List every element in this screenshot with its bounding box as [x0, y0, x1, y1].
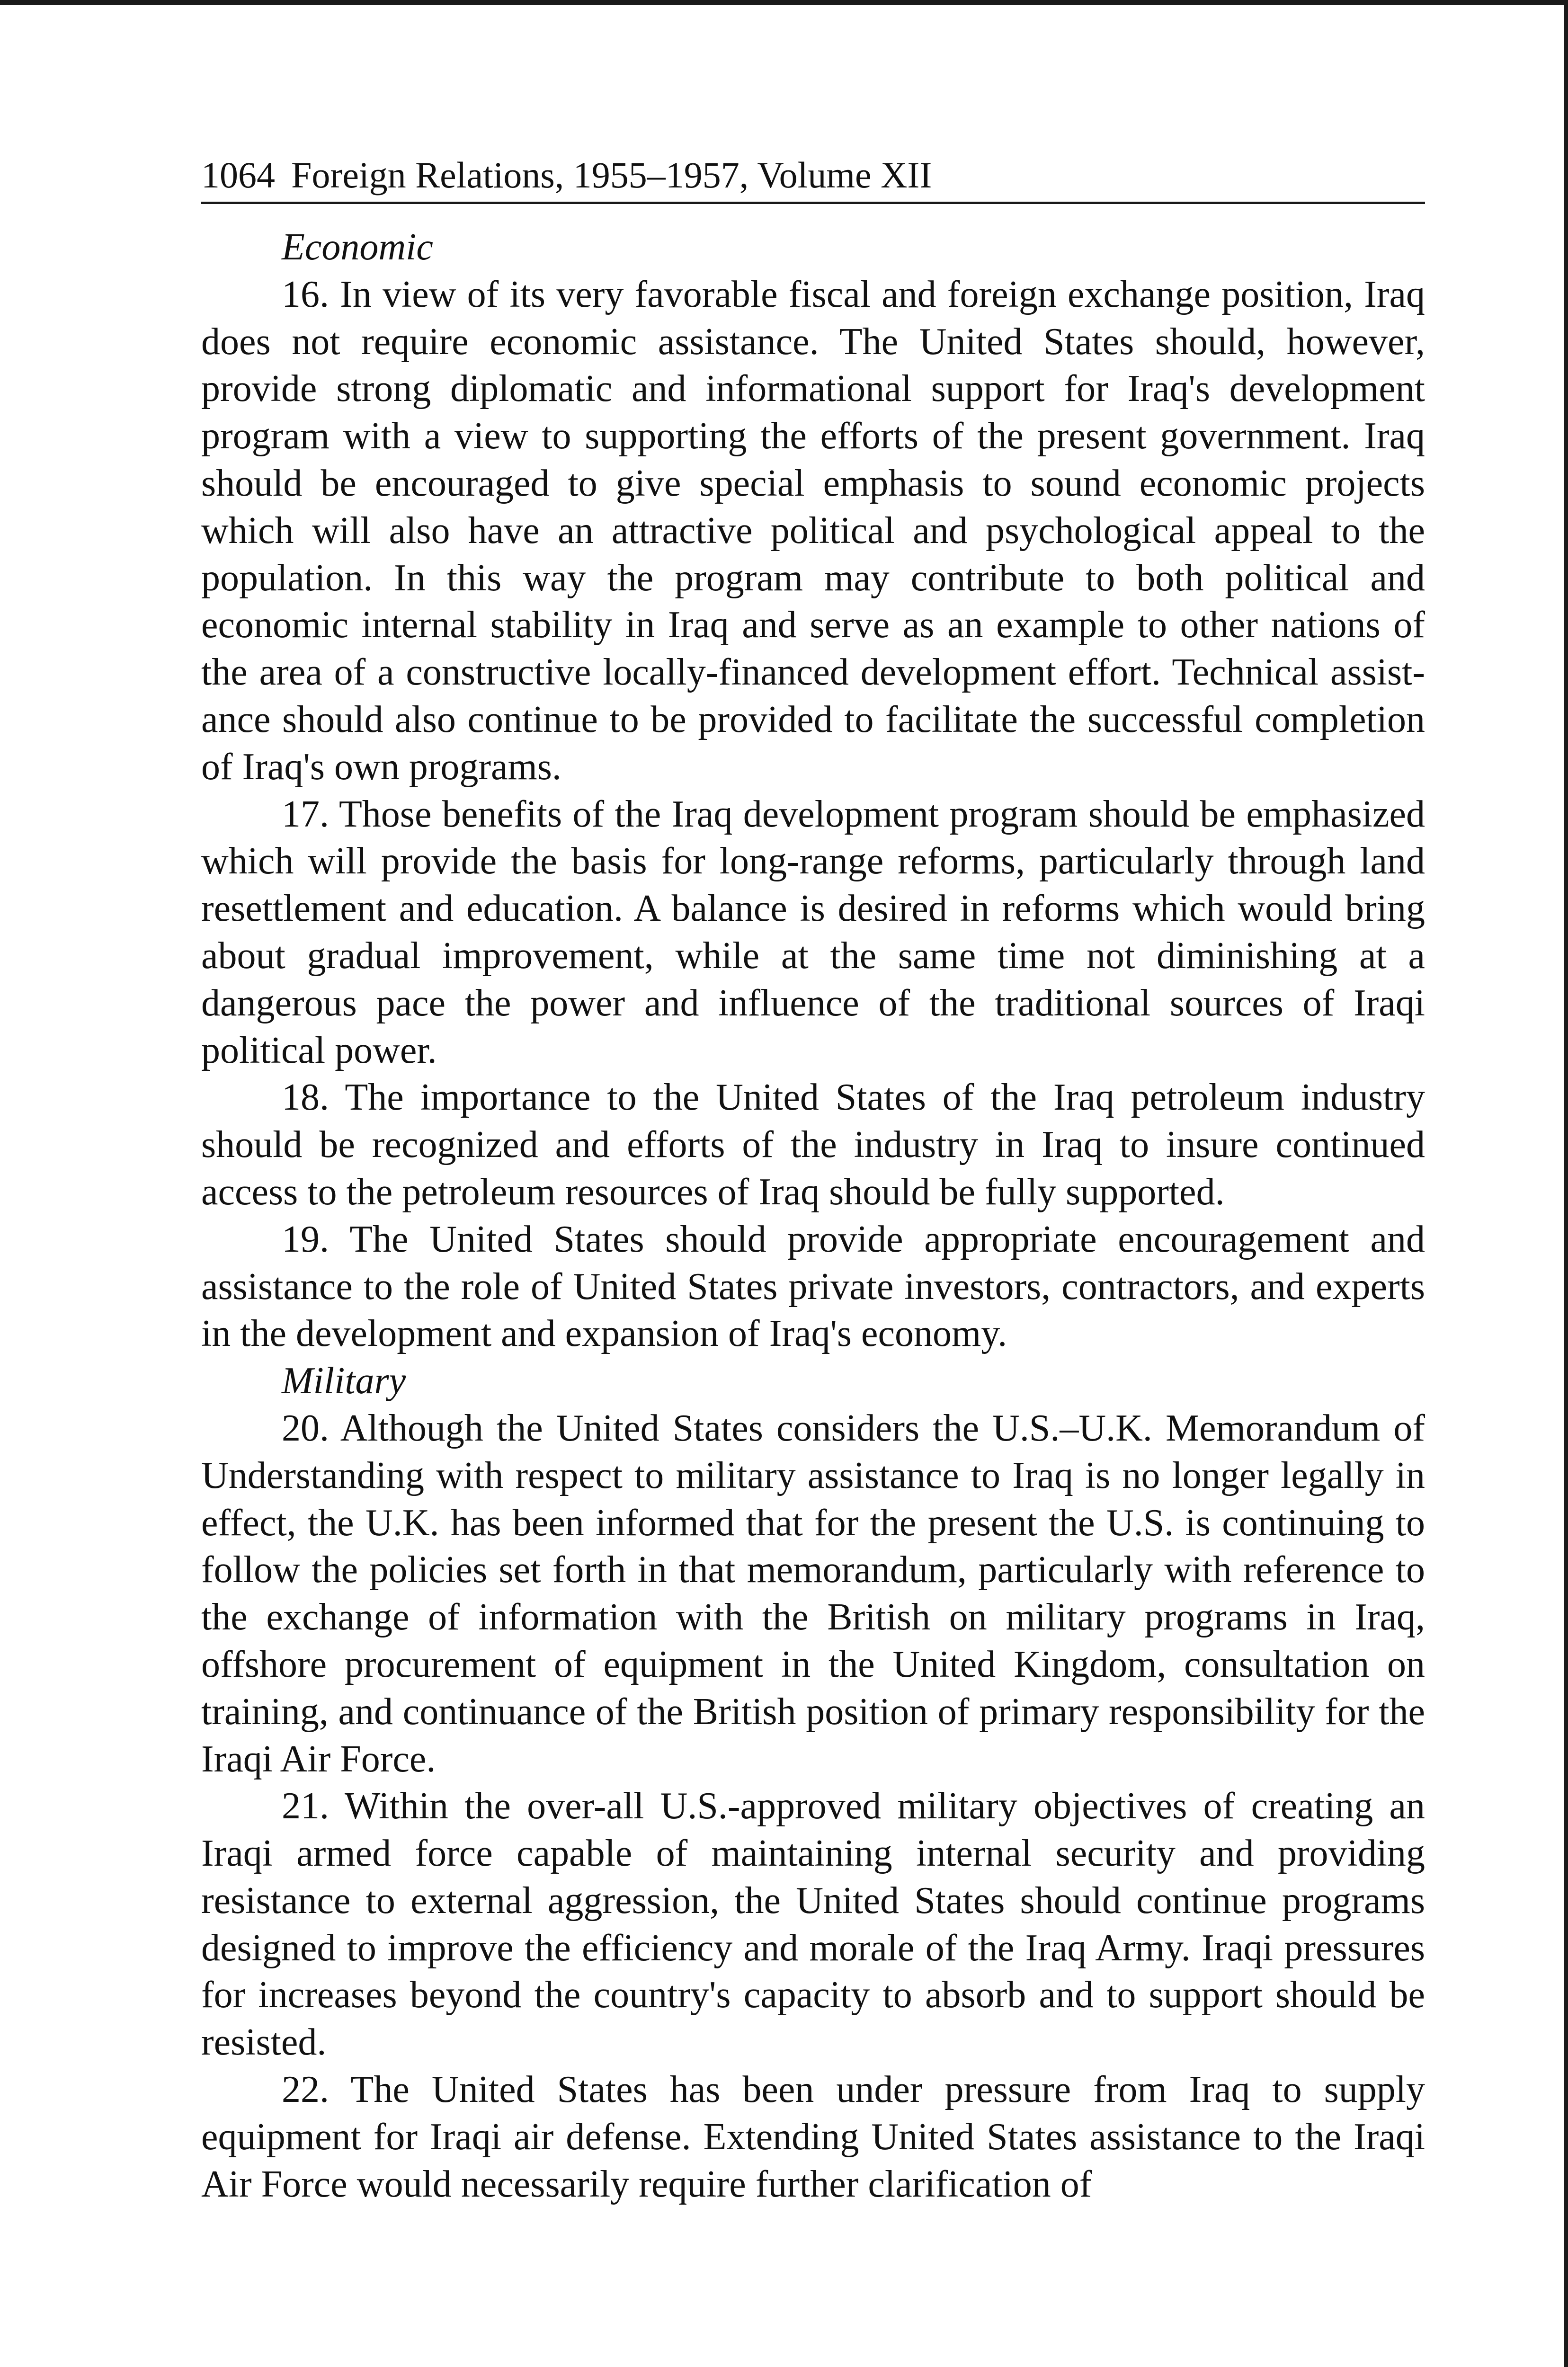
paragraph-21: 21. Within the over-all U.S.-approved military objectives of creating an Iraqi armed force capable of maintaining internal security and providing resistance to external aggression, the United States should continue programs designed to improve the efficiency and morale of the Iraq Army. Iraqi pressures for increases beyond the country's capacity to absorb and to support should be resisted.	[201, 1785, 1425, 2064]
running-head-title: Foreign Relations, 1955–1957, Volume XII	[291, 154, 932, 196]
scan-border-top	[0, 0, 1568, 5]
section-heading-economic: Economic	[282, 226, 433, 268]
scan-border-right	[1564, 0, 1568, 2367]
section-heading-military: Military	[282, 1360, 406, 1402]
paragraph-17: 17. Those benefits of the Iraq development program should be emphasized which will provide the basis for long-range reforms, particularly through land resettlement and education. A balance is desired in reforms which would bring about gradual improvement, while at the same time not diminishing at a dangerous pace the power and influence of the traditional sources of Iraqi political power.	[201, 793, 1425, 1071]
document-page	[201, 151, 1425, 2208]
body-text	[201, 224, 1425, 2208]
running-head	[201, 151, 1425, 204]
paragraph-22: 22. The United States has been under pressure from Iraq to supply equipment for Iraqi air defense. Extending United States assistance to the Iraqi Air Force would necessarily require further clarification of	[201, 2069, 1425, 2205]
paragraph-19: 19. The United States should provide appropriate encouragement and assistance to the role of United States private investors, contractors, and experts in the development and expansion of Iraq's economy.	[201, 1218, 1425, 1355]
paragraph-18: 18. The importance to the United States of the Iraq petroleum industry should be recognized and efforts of the industry in Iraq to insure continued access to the petroleum resources of Iraq should be fully supported.	[201, 1077, 1425, 1213]
paragraph-16: 16. In view of its very favorable fiscal and foreign exchange position, Iraq does not require economic assistance. The United States should, however, provide strong diplomatic and informational support for Iraq's development program with a view to supporting the efforts of the present government. Iraq should be encouraged to give special emphasis to sound economic projects which will also have an attractive political and psychological appeal to the population. In this way the program may contribute to both political and economic internal stability in Iraq and serve as an example to other nations of the area of a constructive locally-financed development effort. Technical assistance should also continue to be provided to facilitate the successful completion of Iraq's own programs.	[201, 273, 1425, 788]
paragraph-20: 20. Although the United States considers the U.S.–U.K. Memorandum of Understanding with respect to military assistance to Iraq is no longer legally in effect, the U.K. has been informed that for the present the U.S. is continuing to follow the policies set forth in that memorandum, particularly with reference to the exchange of information with the British on military programs in Iraq, offshore procurement of equipment in the United Kingdom, consultation on training, and continuance of the British position of primary responsibility for the Iraqi Air Force.	[201, 1407, 1425, 1780]
page-number: 1064	[201, 154, 275, 196]
